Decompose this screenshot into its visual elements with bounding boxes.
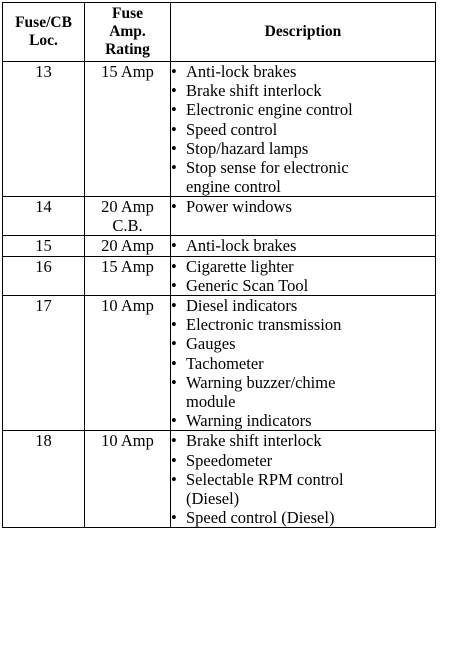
bullet-icon: •: [171, 236, 177, 256]
fuse-rating-cell: [85, 431, 171, 528]
header-row: [3, 3, 436, 62]
fuse-rating-line: 15 Amp: [101, 62, 154, 81]
fuse-location-cell: 13: [3, 62, 85, 197]
list-item: [171, 451, 435, 470]
bullet-icon: •: [171, 256, 177, 276]
list-item: [171, 197, 435, 216]
description-cell: [171, 296, 436, 431]
bullet-icon: •: [171, 450, 177, 470]
bullet-icon: •: [171, 469, 177, 489]
circuit-text: Warning indicators: [186, 411, 312, 431]
bullet-icon: •: [171, 158, 177, 178]
header-description-line: Description: [264, 23, 342, 40]
bullet-icon: •: [171, 275, 177, 295]
list-item: [171, 315, 435, 334]
header-location-line: Fuse/CB: [15, 14, 72, 31]
table-row: [3, 256, 436, 295]
list-item: [171, 120, 435, 139]
fuse-rating-cell: [85, 296, 171, 431]
circuit-text: Warning buzzer/chime: [186, 372, 336, 392]
bullet-icon: •: [171, 334, 177, 354]
circuit-text: Gauges: [186, 334, 236, 354]
circuit-text: Electronic engine control: [186, 100, 353, 120]
circuit-text: Anti-lock brakes: [186, 62, 297, 81]
circuit-list: [171, 296, 435, 430]
circuit-text: Selectable RPM control: [186, 469, 344, 489]
fuse-rating-line: 20 Amp: [101, 236, 154, 256]
header-rating-line: Rating: [105, 41, 150, 58]
fuse-location-cell: 18: [3, 431, 85, 528]
list-item: [171, 431, 435, 450]
table-row: [3, 236, 436, 256]
circuit-text: (Diesel): [186, 489, 240, 509]
bullet-icon: •: [171, 100, 177, 120]
fuse-location-cell: 17: [3, 296, 85, 431]
header-location-line: Loc.: [29, 32, 58, 49]
description-cell: [171, 62, 436, 197]
bullet-icon: •: [171, 353, 177, 373]
bullet-icon: •: [171, 372, 177, 392]
circuit-text: Tachometer: [186, 353, 264, 373]
circuit-text: Anti-lock brakes: [186, 236, 297, 256]
header-rating-line: Amp.: [109, 23, 146, 40]
fuse-rating-line: 20 Amp: [101, 197, 154, 217]
fuse-location-cell: 14: [3, 197, 85, 236]
fuse-table: [2, 2, 436, 528]
circuit-text: module: [186, 392, 236, 412]
description-cell: [171, 256, 436, 295]
circuit-list: [171, 431, 435, 527]
circuit-text: Speedometer: [186, 450, 273, 470]
bullet-icon: •: [171, 431, 177, 451]
list-item: [171, 373, 435, 411]
list-item: [171, 411, 435, 430]
circuit-list: [171, 62, 435, 196]
bullet-icon: •: [171, 197, 177, 217]
list-item: [171, 470, 435, 508]
list-item: [171, 62, 435, 81]
table-row: [3, 197, 436, 236]
list-item: [171, 158, 435, 196]
bullet-icon: •: [171, 62, 177, 81]
list-item: [171, 508, 435, 527]
fuse-rating-line: 10 Amp: [101, 296, 154, 316]
list-item: [171, 257, 435, 276]
circuit-text: Speed control (Diesel): [186, 508, 335, 528]
bullet-icon: •: [171, 81, 177, 101]
table-header: [3, 3, 436, 62]
circuit-list: [171, 236, 435, 255]
bullet-icon: •: [171, 119, 177, 139]
fuse-rating-line: 15 Amp: [101, 256, 154, 276]
list-item: [171, 81, 435, 100]
table-row: [3, 62, 436, 197]
circuit-list: [171, 197, 435, 216]
fuse-rating-line: C.B.: [112, 216, 143, 236]
bullet-icon: •: [171, 315, 177, 335]
fuse-location-cell: 15: [3, 236, 85, 256]
bullet-icon: •: [171, 508, 177, 528]
list-item: [171, 334, 435, 353]
description-cell: [171, 197, 436, 236]
circuit-text: Electronic transmission: [186, 315, 342, 335]
table-row: [3, 431, 436, 528]
circuit-text: Diesel indicators: [186, 296, 298, 316]
table-body: [3, 62, 436, 528]
circuit-text: Stop sense for electronic: [186, 158, 349, 178]
description-cell: [171, 431, 436, 528]
fuse-rating-line: 10 Amp: [101, 431, 154, 451]
circuit-text: Cigarette lighter: [186, 256, 294, 276]
circuit-text: Brake shift interlock: [186, 81, 322, 101]
list-item: [171, 296, 435, 315]
fuse-rating-cell: [85, 236, 171, 256]
fuse-rating-cell: [85, 62, 171, 197]
fuse-rating-cell: [85, 197, 171, 236]
fuse-location-cell: 16: [3, 256, 85, 295]
list-item: [171, 236, 435, 255]
list-item: [171, 354, 435, 373]
fuse-rating-cell: [85, 256, 171, 295]
circuit-list: [171, 257, 435, 295]
list-item: [171, 139, 435, 158]
circuit-text: Generic Scan Tool: [186, 275, 309, 295]
table-row: [3, 296, 436, 431]
circuit-text: Power windows: [186, 197, 292, 217]
circuit-text: engine control: [186, 177, 281, 197]
circuit-text: Stop/hazard lamps: [186, 138, 309, 158]
description-cell: [171, 236, 436, 256]
circuit-text: Brake shift interlock: [186, 431, 322, 451]
bullet-icon: •: [171, 138, 177, 158]
list-item: [171, 100, 435, 119]
list-item: [171, 276, 435, 295]
circuit-text: Speed control: [186, 119, 278, 139]
header-location: [3, 3, 85, 62]
bullet-icon: •: [171, 411, 177, 431]
header-description: [171, 3, 436, 62]
header-rating-line: Fuse: [112, 5, 143, 22]
header-rating: [85, 3, 171, 62]
bullet-icon: •: [171, 296, 177, 316]
